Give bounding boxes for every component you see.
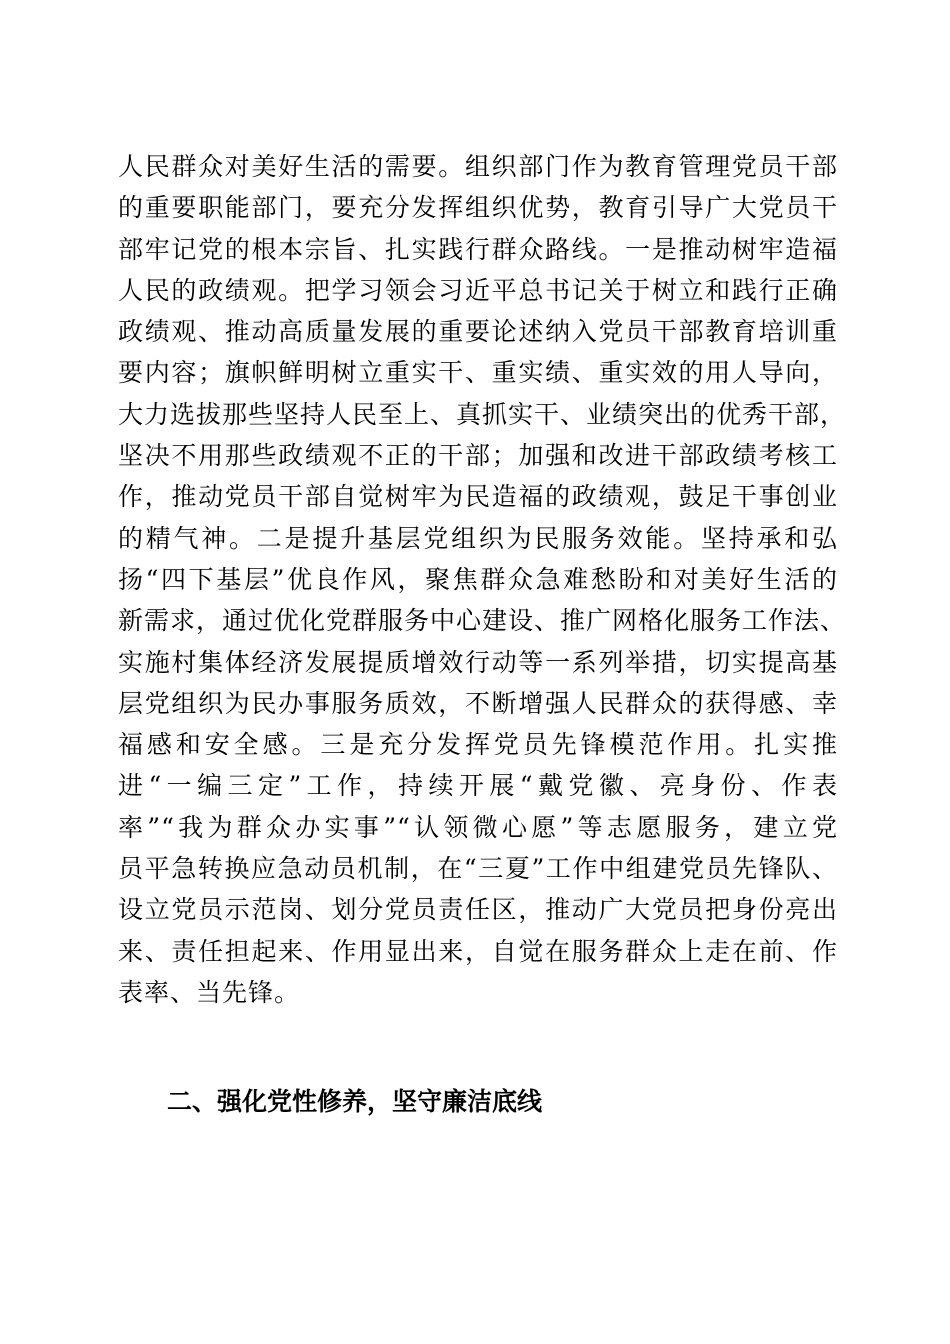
paragraph-line: 福感和安全感。三是充分发挥党员先锋模范作用。扎实推 xyxy=(118,730,838,760)
paragraph-line: 实施村集体经济发展提质增效行动等一系列举措，切实提高基 xyxy=(118,647,838,677)
paragraph-line: 表率、当先锋。 xyxy=(118,977,301,1007)
paragraph-line: 进“一编三定”工作，持续开展“戴党徽、亮身份、作表 xyxy=(118,771,838,801)
paragraph-line: 员平急转换应急动员机制，在“三夏”工作中组建党员先锋队、 xyxy=(118,854,838,884)
paragraph-line: 来、责任担起来、作用显出来，自觉在服务群众上走在前、作 xyxy=(118,936,838,966)
paragraph-line: 人民群众对美好生活的需要。组织部门作为教育管理党员干部 xyxy=(118,152,838,181)
paragraph-line: 政绩观、推动高质量发展的重要论述纳入党员干部教育培训重 xyxy=(118,317,838,347)
paragraph-line: 率”“我为群众办实事”“认领微心愿”等志愿服务，建立党 xyxy=(118,812,838,842)
paragraph-line: 要内容；旗帜鲜明树立重实干、重实绩、重实效的用人导向， xyxy=(118,358,838,388)
paragraph-line: 扬“四下基层”优良作风，聚焦群众急难愁盼和对美好生活的 xyxy=(118,564,838,594)
paragraph-line: 人民的政绩观。把学习领会习近平总书记关于树立和践行正确 xyxy=(118,275,838,305)
paragraph-line: 部牢记党的根本宗旨、扎实践行群众路线。一是推动树牢造福 xyxy=(118,234,838,264)
paragraph-line: 新需求，通过优化党群服务中心建设、推广网格化服务工作法、 xyxy=(118,606,847,636)
paragraph-line: 坚决不用那些政绩观不正的干部；加强和改进干部政绩考核工 xyxy=(118,441,838,471)
paragraph-line: 的重要职能部门，要充分发挥组织优势，教育引导广大党员干 xyxy=(118,193,838,223)
paragraph-line: 的精气神。二是提升基层党组织为民服务效能。坚持承和弘 xyxy=(118,523,838,553)
paragraph-line: 层党组织为民办事服务质效，不断增强人民群众的获得感、幸 xyxy=(118,688,838,718)
paragraph-line: 大力选拔那些坚持人民至上、真抓实干、业绩突出的优秀干部， xyxy=(118,399,847,429)
paragraph-line: 设立党员示范岗、划分党员责任区，推动广大党员把身份亮出 xyxy=(118,895,838,925)
body-paragraph xyxy=(118,146,847,1013)
section-heading: 二、强化党性修养，坚守廉洁底线 xyxy=(167,1087,543,1116)
paragraph-line: 作，推动党员干部自觉树牢为民造福的政绩观，鼓足干事创业 xyxy=(118,482,838,512)
